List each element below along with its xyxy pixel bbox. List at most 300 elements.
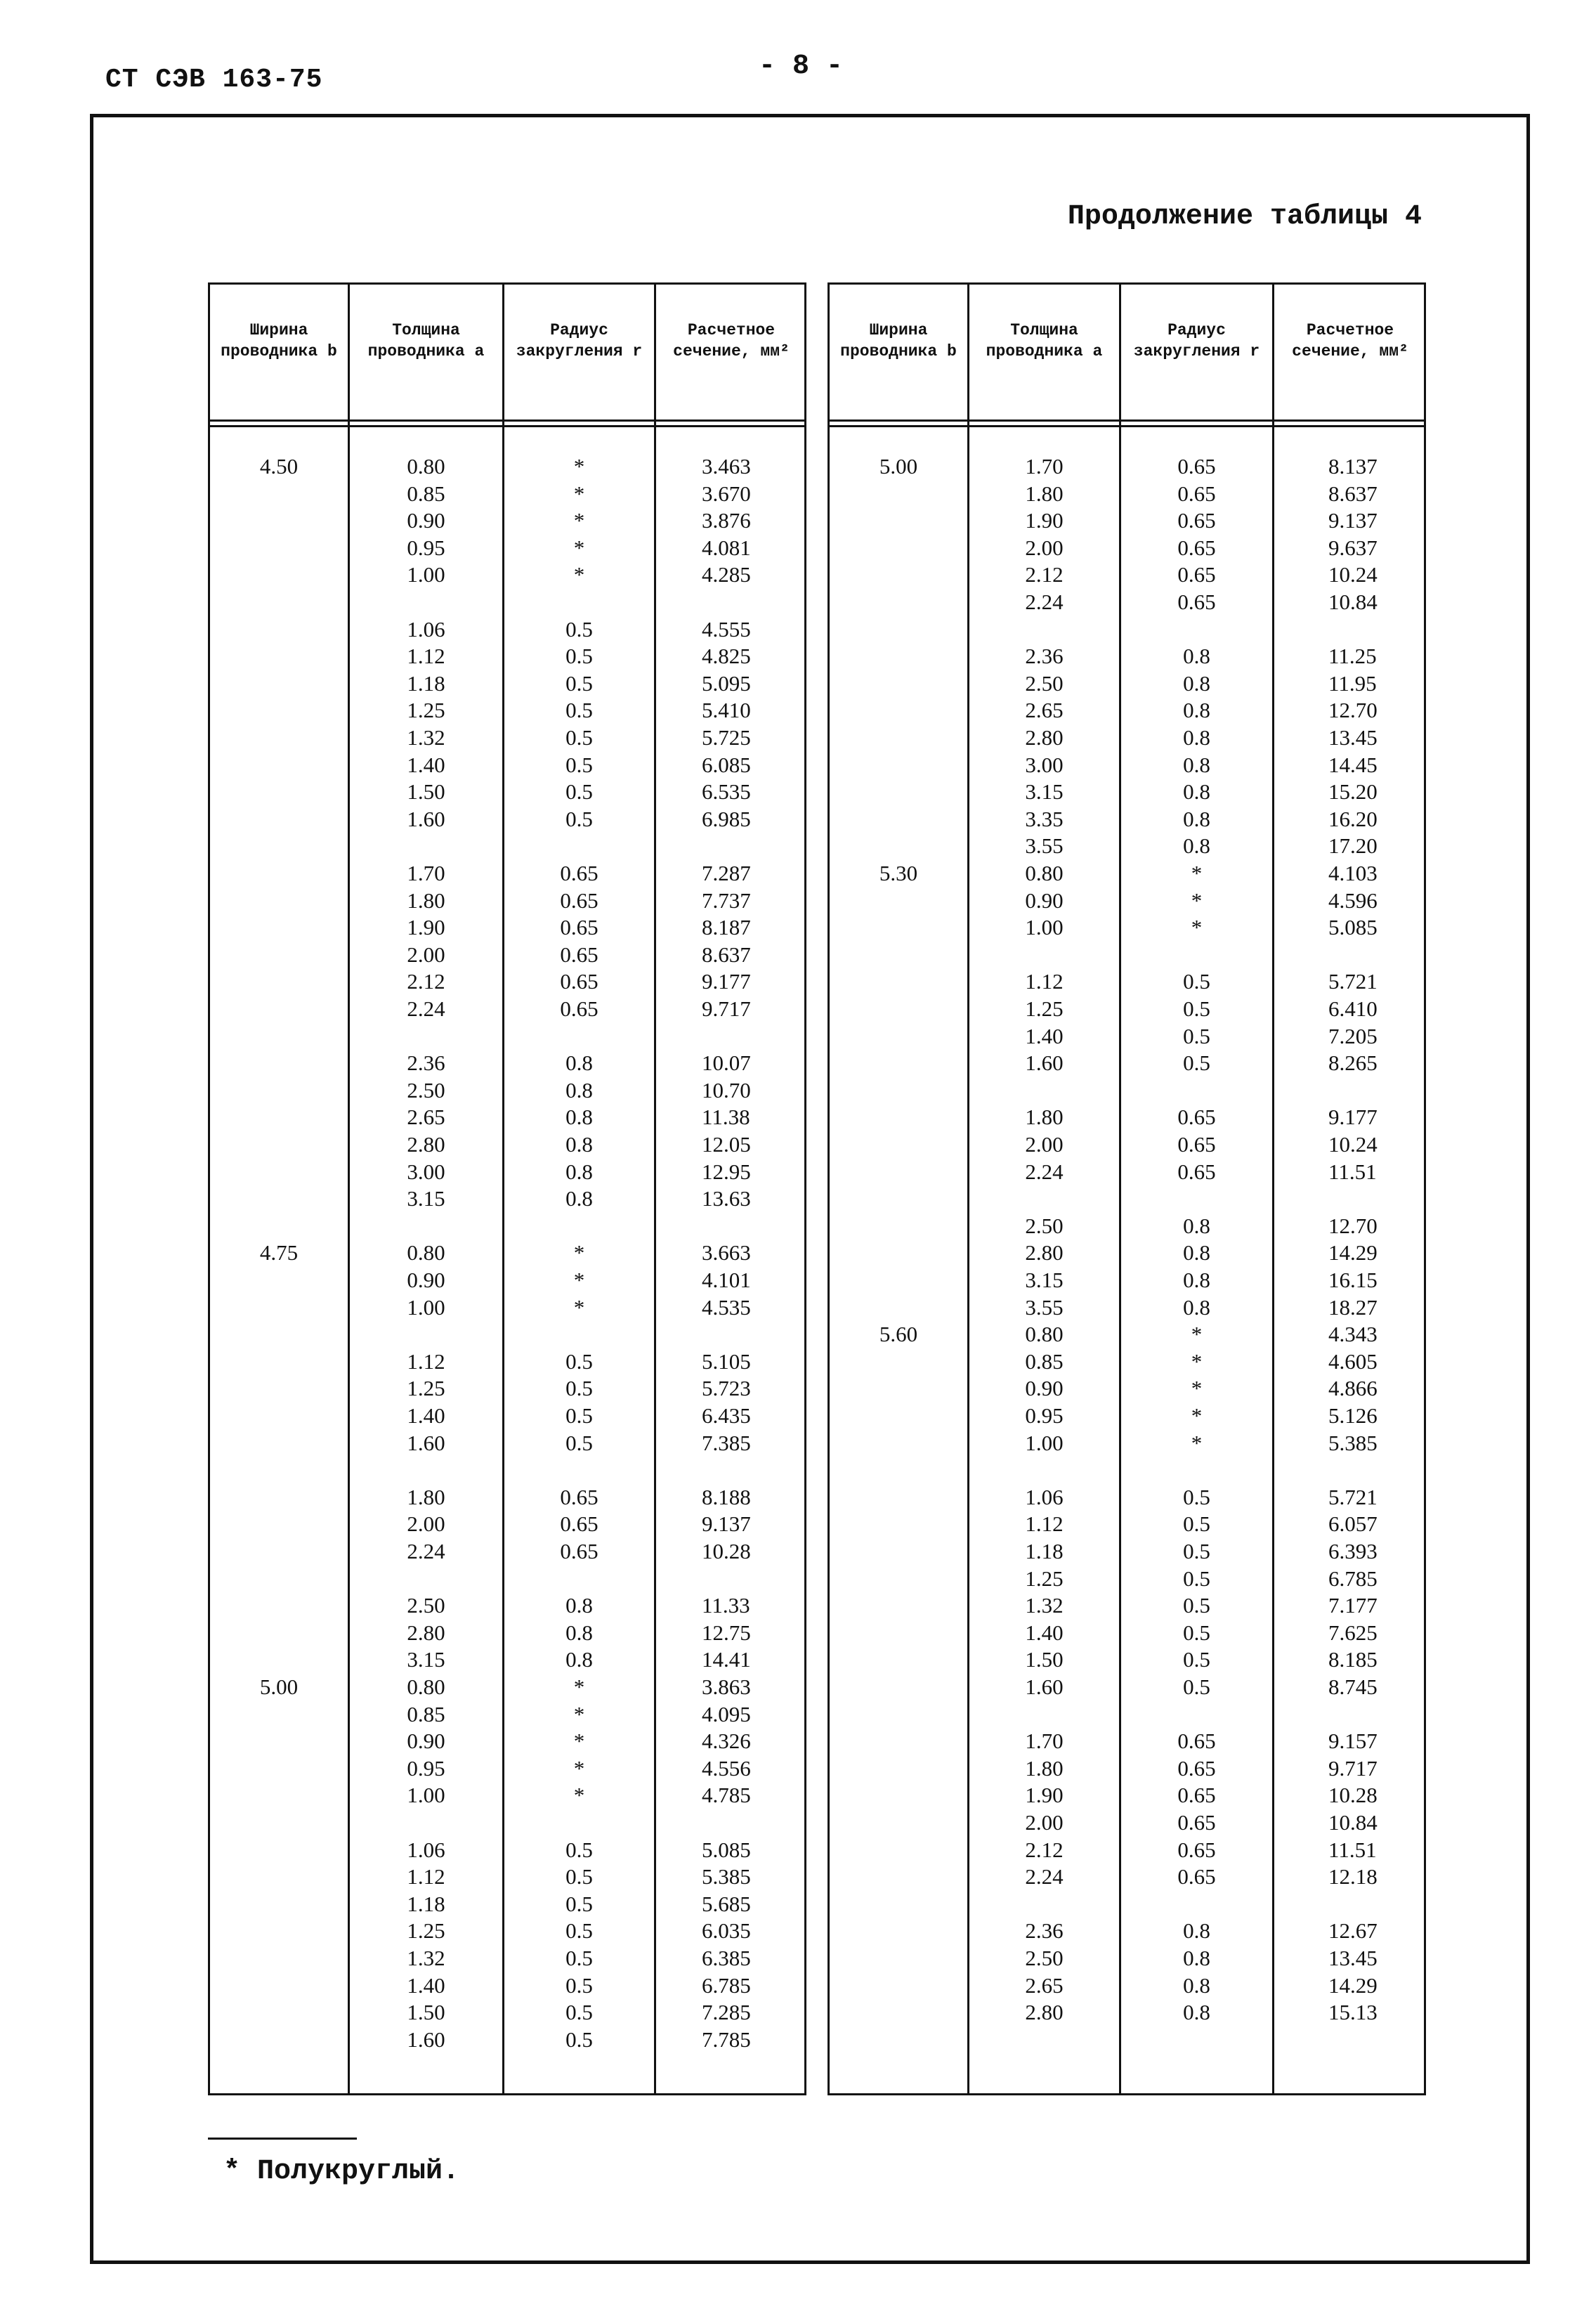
column-divider xyxy=(654,285,656,2093)
thickness-cell: 2.12 xyxy=(1025,562,1064,587)
radius-cell: 0.5 xyxy=(565,1891,593,1916)
section-cell: 14.45 xyxy=(1328,752,1378,777)
radius-cell: 0.5 xyxy=(565,1972,593,1998)
section-cell: 12.70 xyxy=(1328,1213,1378,1238)
section-cell: 4.081 xyxy=(702,535,751,560)
thickness-cell: 1.06 xyxy=(407,1837,445,1862)
section-cell: 13.45 xyxy=(1328,725,1378,750)
section-cell: 5.105 xyxy=(702,1348,751,1374)
column-divider xyxy=(1272,285,1274,2093)
thickness-cell: 1.60 xyxy=(407,806,445,831)
section-cell: 4.605 xyxy=(1328,1348,1378,1374)
radius-cell: 0.5 xyxy=(1183,1566,1210,1591)
thickness-cell: 1.80 xyxy=(1025,481,1064,506)
thickness-cell: 1.60 xyxy=(1025,1050,1064,1076)
radius-cell: 0.5 xyxy=(565,1864,593,1889)
thickness-cell: 1.00 xyxy=(1025,1430,1064,1455)
radius-cell: * xyxy=(573,1729,585,1754)
radius-cell: 0.65 xyxy=(560,887,598,913)
radius-cell: 0.8 xyxy=(565,1159,593,1184)
section-cell: 9.177 xyxy=(702,969,751,994)
thickness-cell: 1.00 xyxy=(407,1783,445,1808)
thickness-cell: 1.25 xyxy=(407,1376,445,1401)
table-caption: Продолжение таблицы 4 xyxy=(1067,201,1422,233)
section-cell: 7.285 xyxy=(702,2000,751,2025)
section-cell: 6.410 xyxy=(1328,996,1378,1021)
radius-cell: 0.8 xyxy=(1183,752,1210,777)
radius-cell: * xyxy=(1191,887,1203,913)
thickness-cell: 2.50 xyxy=(1025,1946,1064,1970)
thickness-cell: 0.80 xyxy=(407,1674,445,1699)
section-cell: 7.177 xyxy=(1328,1593,1378,1618)
radius-cell: 0.8 xyxy=(565,1077,593,1102)
thickness-cell: 3.15 xyxy=(407,1647,445,1672)
radius-cell: 0.8 xyxy=(565,1647,593,1672)
section-cell: 5.085 xyxy=(1328,915,1378,940)
section-cell: 10.28 xyxy=(1328,1783,1378,1808)
section-cell: 4.343 xyxy=(1328,1322,1378,1347)
page-number: - 8 - xyxy=(759,51,844,82)
radius-cell: 0.5 xyxy=(565,1430,593,1455)
section-cell: 4.785 xyxy=(702,1783,751,1808)
thickness-cell: 2.50 xyxy=(407,1593,445,1618)
thickness-cell: 2.80 xyxy=(1025,2000,1064,2025)
thickness-cell: 1.00 xyxy=(407,1294,445,1320)
thickness-cell: 3.00 xyxy=(1025,752,1064,777)
radius-cell: 0.5 xyxy=(565,2026,593,2052)
thickness-cell: 2.00 xyxy=(407,942,445,967)
section-cell: 9.177 xyxy=(1328,1105,1378,1130)
section-cell: 9.137 xyxy=(1328,508,1378,533)
footnote-rule xyxy=(208,2138,357,2140)
radius-cell: 0.65 xyxy=(560,861,598,885)
section-cell: 6.985 xyxy=(702,806,751,831)
section-cell: 5.385 xyxy=(702,1864,751,1889)
radius-cell: * xyxy=(573,454,585,479)
header-rule xyxy=(210,419,804,422)
thickness-cell: 2.24 xyxy=(1025,1159,1064,1184)
thickness-cell: 2.00 xyxy=(1025,535,1064,560)
thickness-cell: 0.95 xyxy=(407,1755,445,1781)
radius-cell: 0.8 xyxy=(1183,1972,1210,1998)
thickness-cell: 1.25 xyxy=(1025,1566,1064,1591)
header-thickness: Толщина проводника a xyxy=(367,321,485,360)
radius-cell: 0.8 xyxy=(1183,806,1210,831)
radius-cell: 0.8 xyxy=(565,1105,593,1130)
radius-cell: 0.65 xyxy=(1177,1105,1216,1130)
section-cell: 16.20 xyxy=(1328,806,1378,831)
thickness-cell: 1.40 xyxy=(407,1403,445,1428)
thickness-cell: 1.12 xyxy=(407,1864,445,1889)
section-cell: 4.825 xyxy=(702,644,751,669)
radius-cell: * xyxy=(1191,1348,1203,1374)
thickness-cell: 3.55 xyxy=(1025,833,1064,859)
thickness-cell: 2.80 xyxy=(1025,725,1064,750)
thickness-cell: 1.06 xyxy=(1025,1484,1064,1509)
radius-cell: 0.8 xyxy=(1183,725,1210,750)
thickness-cell: 1.80 xyxy=(407,1484,445,1509)
radius-cell: * xyxy=(573,1674,585,1699)
thickness-cell: 0.85 xyxy=(407,481,445,506)
section-cell: 5.685 xyxy=(702,1891,751,1916)
radius-cell: * xyxy=(573,535,585,560)
radius-cell: * xyxy=(1191,1430,1203,1455)
radius-cell: 0.8 xyxy=(1183,1918,1210,1944)
section-cell: 10.84 xyxy=(1328,590,1378,614)
section-cell: 14.29 xyxy=(1328,1240,1378,1266)
radius-cell: * xyxy=(1191,861,1203,885)
thickness-cell: 0.80 xyxy=(407,1240,445,1266)
thickness-cell: 2.65 xyxy=(407,1105,445,1130)
right-table xyxy=(828,282,1426,2095)
thickness-cell: 1.70 xyxy=(1025,454,1064,479)
thickness-cell: 3.15 xyxy=(1025,779,1064,805)
radius-cell: 0.65 xyxy=(1177,454,1216,479)
section-cell: 8.188 xyxy=(702,1484,751,1509)
thickness-cell: 0.90 xyxy=(407,508,445,533)
section-cell: 6.393 xyxy=(1328,1539,1378,1563)
thickness-cell: 1.32 xyxy=(407,1946,445,1970)
section-cell: 9.717 xyxy=(1328,1755,1378,1781)
thickness-cell: 1.12 xyxy=(407,1348,445,1374)
radius-cell: 0.5 xyxy=(565,644,593,669)
thickness-cell: 1.50 xyxy=(407,779,445,805)
thickness-cell: 2.00 xyxy=(407,1511,445,1537)
section-cell: 3.670 xyxy=(702,481,751,506)
section-cell: 5.085 xyxy=(702,1837,751,1862)
radius-cell: 0.5 xyxy=(565,1376,593,1401)
section-cell: 7.785 xyxy=(702,2026,751,2052)
radius-cell: 0.65 xyxy=(1177,562,1216,587)
radius-cell: 0.8 xyxy=(565,1050,593,1076)
section-cell: 4.556 xyxy=(702,1755,751,1781)
thickness-cell: 0.80 xyxy=(1025,1322,1064,1347)
thickness-cell: 0.85 xyxy=(407,1701,445,1726)
radius-cell: 0.8 xyxy=(1183,698,1210,723)
thickness-cell: 2.24 xyxy=(407,996,445,1021)
thickness-cell: 2.00 xyxy=(1025,1810,1064,1835)
section-cell: 16.15 xyxy=(1328,1268,1378,1292)
radius-cell: 0.8 xyxy=(1183,833,1210,859)
header-rule xyxy=(830,425,1424,427)
thickness-cell: 0.85 xyxy=(1025,1348,1064,1374)
radius-cell: 0.5 xyxy=(565,1946,593,1970)
thickness-cell: 3.35 xyxy=(1025,806,1064,831)
radius-cell: 0.5 xyxy=(1183,1674,1210,1699)
thickness-cell: 2.65 xyxy=(1025,698,1064,723)
radius-cell: 0.65 xyxy=(1177,1159,1216,1184)
thickness-cell: 2.80 xyxy=(1025,1240,1064,1266)
section-cell: 8.187 xyxy=(702,915,751,940)
section-cell: 8.745 xyxy=(1328,1674,1378,1699)
radius-cell: 0.5 xyxy=(565,2000,593,2025)
thickness-cell: 0.80 xyxy=(407,454,445,479)
section-cell: 6.435 xyxy=(702,1403,751,1428)
section-cell: 4.555 xyxy=(702,616,751,642)
radius-cell: * xyxy=(573,1294,585,1320)
section-cell: 5.410 xyxy=(702,698,751,723)
section-cell: 9.637 xyxy=(1328,535,1378,560)
radius-cell: * xyxy=(1191,1376,1203,1401)
radius-cell: 0.5 xyxy=(1183,1050,1210,1076)
radius-cell: 0.5 xyxy=(1183,1647,1210,1672)
radius-cell: 0.8 xyxy=(565,1593,593,1618)
section-cell: 5.725 xyxy=(702,725,751,750)
radius-cell: * xyxy=(573,1701,585,1726)
section-cell: 9.157 xyxy=(1328,1729,1378,1754)
thickness-cell: 1.40 xyxy=(407,1972,445,1998)
radius-cell: * xyxy=(573,1755,585,1781)
thickness-cell: 1.18 xyxy=(407,670,445,696)
section-cell: 4.596 xyxy=(1328,887,1378,913)
width-cell: 5.60 xyxy=(879,1322,918,1347)
section-cell: 8.185 xyxy=(1328,1647,1378,1672)
radius-cell: 0.8 xyxy=(1183,644,1210,669)
section-cell: 10.24 xyxy=(1328,1132,1378,1157)
radius-cell: 0.65 xyxy=(1177,1729,1216,1754)
radius-cell: 0.5 xyxy=(1183,996,1210,1021)
radius-cell: 0.8 xyxy=(1183,1294,1210,1320)
section-cell: 3.663 xyxy=(702,1240,751,1266)
section-cell: 17.20 xyxy=(1328,833,1378,859)
left-table xyxy=(208,282,806,2095)
section-cell: 8.265 xyxy=(1328,1050,1378,1076)
section-cell: 12.67 xyxy=(1328,1918,1378,1944)
section-cell: 5.723 xyxy=(702,1376,751,1401)
section-cell: 7.625 xyxy=(1328,1620,1378,1645)
section-cell: 10.84 xyxy=(1328,1810,1378,1835)
radius-cell: 0.5 xyxy=(1183,1620,1210,1645)
section-cell: 8.637 xyxy=(1328,481,1378,506)
section-cell: 8.637 xyxy=(702,942,751,967)
section-cell: 18.27 xyxy=(1328,1294,1378,1320)
section-cell: 15.20 xyxy=(1328,779,1378,805)
section-cell: 6.385 xyxy=(702,1946,751,1970)
thickness-cell: 2.24 xyxy=(1025,1864,1064,1889)
radius-cell: 0.65 xyxy=(1177,1783,1216,1808)
thickness-cell: 1.40 xyxy=(407,752,445,777)
radius-cell: 0.5 xyxy=(565,698,593,723)
header-section: Расчетное сечение, мм² xyxy=(1292,321,1408,360)
thickness-cell: 1.90 xyxy=(1025,508,1064,533)
radius-cell: * xyxy=(573,481,585,506)
thickness-cell: 2.50 xyxy=(407,1077,445,1102)
radius-cell: 0.5 xyxy=(565,1918,593,1944)
section-cell: 4.101 xyxy=(702,1268,751,1292)
radius-cell: 0.8 xyxy=(1183,779,1210,805)
section-cell: 6.785 xyxy=(702,1972,751,1998)
thickness-cell: 3.55 xyxy=(1025,1294,1064,1320)
thickness-cell: 1.32 xyxy=(407,725,445,750)
radius-cell: 0.65 xyxy=(1177,1132,1216,1157)
section-cell: 11.33 xyxy=(702,1593,750,1618)
radius-cell: 0.8 xyxy=(565,1620,593,1645)
section-cell: 13.45 xyxy=(1328,1946,1378,1970)
thickness-cell: 0.90 xyxy=(1025,1376,1064,1401)
header-thickness: Толщина проводника a xyxy=(986,321,1103,360)
radius-cell: 0.65 xyxy=(560,915,598,940)
thickness-cell: 2.24 xyxy=(407,1539,445,1563)
radius-cell: 0.65 xyxy=(1177,590,1216,614)
radius-cell: 0.5 xyxy=(565,752,593,777)
thickness-cell: 2.36 xyxy=(1025,1918,1064,1944)
radius-cell: 0.8 xyxy=(1183,1240,1210,1266)
thickness-cell: 1.90 xyxy=(407,915,445,940)
width-cell: 5.00 xyxy=(259,1674,299,1699)
section-cell: 6.057 xyxy=(1328,1511,1378,1537)
thickness-cell: 2.00 xyxy=(1025,1132,1064,1157)
thickness-cell: 1.50 xyxy=(407,2000,445,2025)
thickness-cell: 1.70 xyxy=(407,861,445,885)
section-cell: 14.29 xyxy=(1328,1972,1378,1998)
section-cell: 14.41 xyxy=(702,1647,751,1672)
radius-cell: 0.65 xyxy=(1177,1837,1216,1862)
radius-cell: 0.5 xyxy=(565,806,593,831)
radius-cell: 0.8 xyxy=(1183,670,1210,696)
radius-cell: 0.8 xyxy=(565,1186,593,1211)
section-cell: 11.95 xyxy=(1328,670,1377,696)
section-cell: 4.326 xyxy=(702,1729,751,1754)
radius-cell: 0.65 xyxy=(560,969,598,994)
radius-cell: 0.65 xyxy=(560,1539,598,1563)
radius-cell: 0.8 xyxy=(1183,1946,1210,1970)
section-cell: 6.085 xyxy=(702,752,751,777)
section-cell: 9.137 xyxy=(702,1511,751,1537)
thickness-cell: 1.60 xyxy=(1025,1674,1064,1699)
thickness-cell: 0.95 xyxy=(1025,1403,1064,1428)
thickness-cell: 1.12 xyxy=(407,644,445,669)
thickness-cell: 1.90 xyxy=(1025,1783,1064,1808)
thickness-cell: 0.95 xyxy=(407,535,445,560)
section-cell: 7.205 xyxy=(1328,1023,1378,1048)
thickness-cell: 2.12 xyxy=(407,969,445,994)
section-cell: 4.866 xyxy=(1328,1376,1378,1401)
thickness-cell: 1.80 xyxy=(407,887,445,913)
thickness-cell: 3.15 xyxy=(407,1186,445,1211)
radius-cell: 0.5 xyxy=(565,1348,593,1374)
radius-cell: 0.5 xyxy=(565,670,593,696)
thickness-cell: 1.80 xyxy=(1025,1755,1064,1781)
header-radius: Радиус закругления r xyxy=(1133,321,1260,360)
section-cell: 4.095 xyxy=(702,1701,751,1726)
width-cell: 4.50 xyxy=(259,454,299,479)
section-cell: 9.717 xyxy=(702,996,751,1021)
radius-cell: 0.65 xyxy=(1177,535,1216,560)
section-cell: 12.70 xyxy=(1328,698,1378,723)
section-cell: 10.70 xyxy=(702,1077,751,1102)
radius-cell: * xyxy=(1191,915,1203,940)
radius-cell: 0.65 xyxy=(1177,508,1216,533)
thickness-cell: 1.12 xyxy=(1025,1511,1064,1537)
radius-cell: 0.5 xyxy=(565,1837,593,1862)
section-cell: 13.63 xyxy=(702,1186,751,1211)
thickness-cell: 0.90 xyxy=(407,1268,445,1292)
thickness-cell: 2.24 xyxy=(1025,590,1064,614)
standard-code: СТ СЭВ 163-75 xyxy=(105,65,323,95)
radius-cell: * xyxy=(573,1268,585,1292)
thickness-cell: 1.32 xyxy=(1025,1593,1064,1618)
thickness-cell: 3.00 xyxy=(407,1159,445,1184)
radius-cell: * xyxy=(1191,1403,1203,1428)
thickness-cell: 1.18 xyxy=(1025,1539,1064,1563)
section-cell: 8.137 xyxy=(1328,454,1378,479)
thickness-cell: 0.80 xyxy=(1025,861,1064,885)
thickness-cell: 2.36 xyxy=(1025,644,1064,669)
thickness-cell: 0.90 xyxy=(407,1729,445,1754)
radius-cell: 0.5 xyxy=(565,779,593,805)
section-cell: 12.18 xyxy=(1328,1864,1378,1889)
section-cell: 11.51 xyxy=(1328,1159,1377,1184)
radius-cell: 0.5 xyxy=(1183,1511,1210,1537)
thickness-cell: 2.36 xyxy=(407,1050,445,1076)
section-cell: 10.07 xyxy=(702,1050,751,1076)
radius-cell: 0.65 xyxy=(1177,481,1216,506)
section-cell: 4.103 xyxy=(1328,861,1378,885)
section-cell: 5.095 xyxy=(702,670,751,696)
radius-cell: 0.5 xyxy=(1183,969,1210,994)
thickness-cell: 1.18 xyxy=(407,1891,445,1916)
thickness-cell: 0.90 xyxy=(1025,887,1064,913)
section-cell: 7.385 xyxy=(702,1430,751,1455)
section-cell: 7.287 xyxy=(702,861,751,885)
section-cell: 4.285 xyxy=(702,562,751,587)
width-cell: 5.30 xyxy=(879,861,918,885)
thickness-cell: 2.50 xyxy=(1025,1213,1064,1238)
section-cell: 5.721 xyxy=(1328,969,1378,994)
thickness-cell: 1.12 xyxy=(1025,969,1064,994)
thickness-cell: 2.80 xyxy=(407,1620,445,1645)
thickness-cell: 1.80 xyxy=(1025,1105,1064,1130)
section-cell: 11.38 xyxy=(702,1105,750,1130)
radius-cell: * xyxy=(1191,1322,1203,1347)
section-cell: 15.13 xyxy=(1328,2000,1378,2025)
section-cell: 3.876 xyxy=(702,508,751,533)
section-cell: 10.24 xyxy=(1328,562,1378,587)
thickness-cell: 1.50 xyxy=(1025,1647,1064,1672)
section-cell: 12.05 xyxy=(702,1132,751,1157)
section-cell: 5.126 xyxy=(1328,1403,1378,1428)
thickness-cell: 1.70 xyxy=(1025,1729,1064,1754)
thickness-cell: 1.60 xyxy=(407,1430,445,1455)
section-cell: 6.785 xyxy=(1328,1566,1378,1591)
width-cell: 4.75 xyxy=(259,1240,299,1266)
header-width: Ширина проводника b xyxy=(840,321,957,360)
footnote: * Полукруглый. xyxy=(223,2156,460,2187)
radius-cell: * xyxy=(573,508,585,533)
section-cell: 11.51 xyxy=(1328,1837,1377,1862)
thickness-cell: 1.25 xyxy=(407,698,445,723)
thickness-cell: 2.65 xyxy=(1025,1972,1064,1998)
thickness-cell: 1.60 xyxy=(407,2026,445,2052)
radius-cell: 0.65 xyxy=(1177,1864,1216,1889)
section-cell: 3.863 xyxy=(702,1674,751,1699)
radius-cell: 0.5 xyxy=(1183,1539,1210,1563)
thickness-cell: 1.00 xyxy=(1025,915,1064,940)
radius-cell: 0.8 xyxy=(565,1132,593,1157)
radius-cell: 0.65 xyxy=(560,942,598,967)
thickness-cell: 1.00 xyxy=(407,562,445,587)
radius-cell: 0.5 xyxy=(1183,1484,1210,1509)
radius-cell: 0.5 xyxy=(565,616,593,642)
thickness-cell: 1.40 xyxy=(1025,1620,1064,1645)
radius-cell: 0.65 xyxy=(560,1484,598,1509)
header-section: Расчетное сечение, мм² xyxy=(673,321,790,360)
radius-cell: 0.5 xyxy=(1183,1593,1210,1618)
radius-cell: 0.8 xyxy=(1183,1213,1210,1238)
radius-cell: 0.65 xyxy=(1177,1810,1216,1835)
radius-cell: 0.8 xyxy=(1183,1268,1210,1292)
radius-cell: * xyxy=(573,562,585,587)
